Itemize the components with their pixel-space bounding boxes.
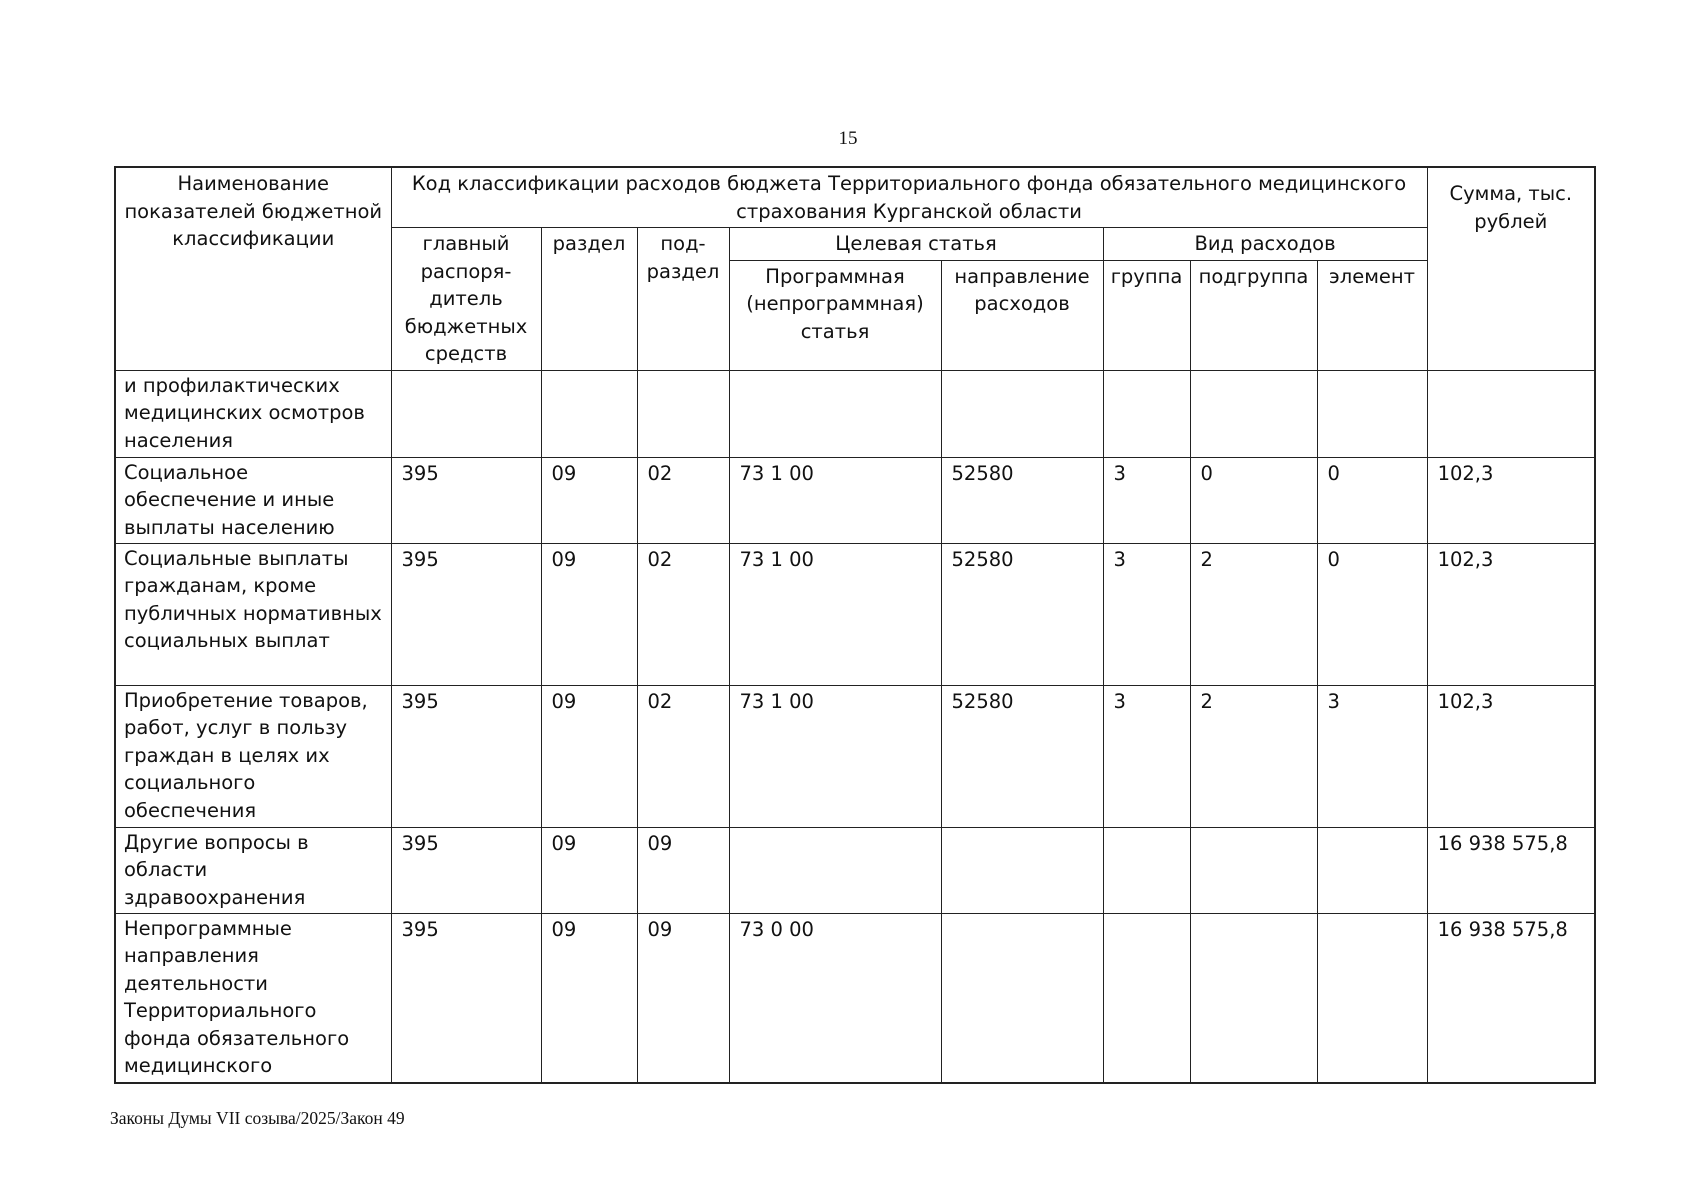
row-element: 0 (1317, 457, 1427, 543)
header-code-group: Код классификации расходов бюджета Территориального фонда обязательного медицинского страхования Курганской области (391, 167, 1427, 228)
row-program: 73 0 00 (729, 913, 941, 1083)
row-group: 3 (1103, 457, 1190, 543)
header-expense-type: Вид расходов (1103, 228, 1427, 261)
row-subgroup (1190, 827, 1317, 913)
row-sum: 16 938 575,8 (1427, 913, 1595, 1083)
row-sum: 102,3 (1427, 457, 1595, 543)
row-subsection: 09 (637, 827, 729, 913)
row-group (1103, 913, 1190, 1083)
row-chief: 395 (391, 913, 541, 1083)
row-sum: 16 938 575,8 (1427, 827, 1595, 913)
header-element: элемент (1317, 260, 1427, 370)
row-group (1103, 827, 1190, 913)
row-program: 73 1 00 (729, 457, 941, 543)
row-element (1317, 913, 1427, 1083)
row-program: 73 1 00 (729, 685, 941, 827)
row-name: и профилактических медицинских осмотров населения (115, 370, 391, 457)
row-subsection: 02 (637, 685, 729, 827)
row-subsection (637, 370, 729, 457)
row-group (1103, 370, 1190, 457)
row-element (1317, 370, 1427, 457)
row-element (1317, 827, 1427, 913)
row-section: 09 (541, 685, 637, 827)
row-subgroup: 2 (1190, 543, 1317, 685)
budget-classification-table (114, 166, 1596, 1084)
table-row (115, 543, 1595, 685)
table-row (115, 457, 1595, 543)
table-row (115, 913, 1595, 1083)
row-group: 3 (1103, 543, 1190, 685)
row-section: 09 (541, 457, 637, 543)
header-chief: главный распоря-дитель бюджетных средств (391, 228, 541, 371)
row-subsection: 02 (637, 543, 729, 685)
row-direction: 52580 (941, 685, 1103, 827)
row-subgroup (1190, 370, 1317, 457)
row-direction (941, 827, 1103, 913)
header-subsection: под-раздел (637, 228, 729, 371)
row-subgroup: 2 (1190, 685, 1317, 827)
header-section: раздел (541, 228, 637, 371)
row-sum: 102,3 (1427, 685, 1595, 827)
row-element: 3 (1317, 685, 1427, 827)
row-subgroup: 0 (1190, 457, 1317, 543)
row-name: Социальные выплаты гражданам, кроме публичных нормативных социальных выплат (115, 543, 391, 685)
row-chief: 395 (391, 457, 541, 543)
row-program (729, 370, 941, 457)
row-chief: 395 (391, 827, 541, 913)
row-program: 73 1 00 (729, 543, 941, 685)
header-target: Целевая статья (729, 228, 1103, 261)
row-direction: 52580 (941, 543, 1103, 685)
row-subsection: 09 (637, 913, 729, 1083)
row-name: Социальное обеспечение и иные выплаты населению (115, 457, 391, 543)
page-number: 15 (838, 128, 858, 149)
document-footer: Законы Думы VII созыва/2025/Закон 49 (110, 1108, 405, 1128)
row-element: 0 (1317, 543, 1427, 685)
row-name: Другие вопросы в области здравоохранения (115, 827, 391, 913)
row-sum (1427, 370, 1595, 457)
row-chief (391, 370, 541, 457)
row-subgroup (1190, 913, 1317, 1083)
header-program: Программная (непрограммная) статья (729, 260, 941, 370)
header-group: группа (1103, 260, 1190, 370)
header-direction: направление расходов (941, 260, 1103, 370)
table-row (115, 827, 1595, 913)
header-sum: Сумма, тыс. рублей (1427, 167, 1595, 370)
header-subgroup: подгруппа (1190, 260, 1317, 370)
row-direction (941, 370, 1103, 457)
row-section: 09 (541, 913, 637, 1083)
row-sum: 102,3 (1427, 543, 1595, 685)
row-group: 3 (1103, 685, 1190, 827)
row-direction: 52580 (941, 457, 1103, 543)
row-chief: 395 (391, 685, 541, 827)
row-chief: 395 (391, 543, 541, 685)
row-program (729, 827, 941, 913)
row-section: 09 (541, 827, 637, 913)
row-section: 09 (541, 543, 637, 685)
table-row (115, 370, 1595, 457)
row-name: Непрограммные направления деятельности Территориального фонда обязательного медицинского (115, 913, 391, 1083)
table-row (115, 685, 1595, 827)
row-section (541, 370, 637, 457)
row-name: Приобретение товаров, работ, услуг в пользу граждан в целях их социального обеспечения (115, 685, 391, 827)
row-direction (941, 913, 1103, 1083)
row-subsection: 02 (637, 457, 729, 543)
header-name: Наименование показателей бюджетной классификации (115, 167, 391, 370)
